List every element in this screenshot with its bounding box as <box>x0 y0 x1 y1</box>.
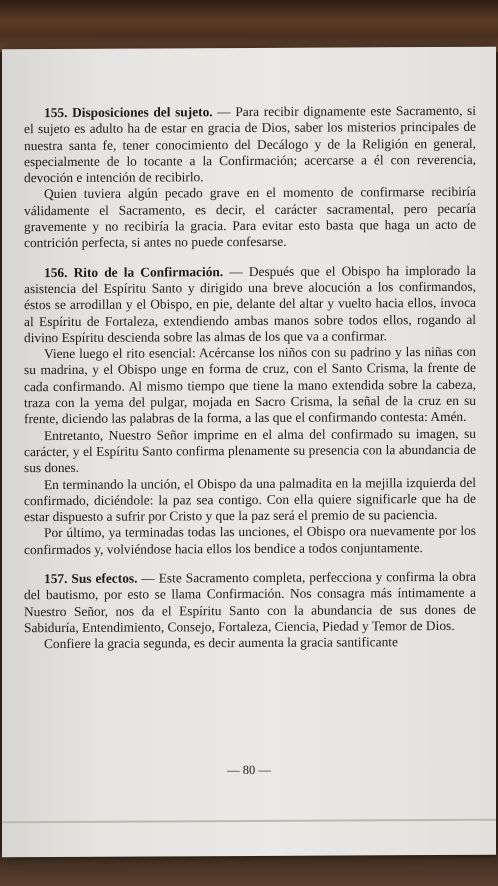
section-156-para-3: Entretanto, Nuestro Señor imprime en el alma del confirmado su imagen, su carácter, y el Espíritu Santo confirma plenamente su presencia con la abundancia de sus dones. <box>24 425 476 476</box>
section-title: Sus efectos. <box>71 570 138 586</box>
section-156-para-4: En terminando la unción, el Obispo da una palmadita en la mejilla izquierda del confirmado, diciéndole: la paz sea contigo. Con ella quiere significarle que ha de estar dispuesto a sufrir por Cristo y que la paz será el premio de su paciencia. <box>24 474 476 525</box>
section-156-para-1 <box>24 262 476 346</box>
page-number: — 80 — <box>227 762 271 778</box>
book-page <box>2 47 496 858</box>
paragraph-text: — Este Sacramento completa, perfecciona y confirma la obra del bautismo, por esto se llama Confirmación. Nos consagra más íntimamente a Nuestro Señor, nos da el Espíritu Santo con la abundancia de sus dones de Sabiduría, Entendimiento, Consejo, Fortaleza, Ciencia, Piedad y Temor de Dios. <box>24 568 476 636</box>
page-text <box>24 103 476 653</box>
section-157-para-1 <box>24 569 476 637</box>
section-157-para-2: Confiere la gracia segunda, es decir aumenta la gracia santificante <box>44 634 398 652</box>
section-number: 155. <box>44 104 68 121</box>
section-155-para-2: Quien tuviera algún pecado grave en el momento de confirmarse recibiría válidamente el Sacramento, es decir, el carácter sacramental, pero pecaría gravemente y no recibiría la gracia. Para evitar esto basta que haga un acto de contrición perfecta, si antes no puede confesarse. <box>24 184 476 251</box>
section-title: Rito de la Confirmación. <box>73 263 224 280</box>
section-title: Disposiciones del sujeto. <box>72 104 213 120</box>
section-number: 156. <box>44 264 68 280</box>
page-edge <box>2 819 496 824</box>
section-156-para-5: Por último, ya terminadas todas las unciones, el Obispo ora nuevamente por los confirmados y, volviéndose hacia ellos los bendice a todos conjuntamente. <box>24 523 476 557</box>
section-155-para-1 <box>24 103 476 187</box>
paragraph-text: — Para recibir dignamente este Sacramento, si el sujeto es adulto ha de estar en gracia de Dios, saber los misterios principales de nuestra santa fe, tener conocimiento del Decálogo y de la Religión en general, especialmente de lo tocante a la Confirmación; acercarse a él con reverencia, devoción e intención de recibirlo. <box>24 102 476 186</box>
paragraph-text: — Después que el Obispo ha implorado la asistencia del Espíritu Santo y dirigido una breve alocución a los confirmandos, éstos se arrodillan y el Obispo, en pie, delante del altar y vuelto hacia ellos, invoca al Espíritu de Fortaleza, extendiendo ambas manos sobre todos ellos, rogando al divino Espíritu descienda sobre las almas de los que va a confirmar. <box>24 262 476 346</box>
table-background-top <box>0 0 498 52</box>
section-number: 157. <box>44 570 68 587</box>
section-156-para-2: Viene luego el rito esencial: Acércanse los niños con su padrino y las niñas con su madrina, y el Obispo unge en forma de cruz, con el Santo Crisma, la frente de cada confirmando. Al mismo tiempo que tiene la mano extendida sobre la cabeza, traza con la yema del pulgar, mojada en Sacro Crisma, la señal de la cruz en su frente, diciendo las palabras de la forma, a las que el confirmando contesta: Amén. <box>24 343 476 427</box>
